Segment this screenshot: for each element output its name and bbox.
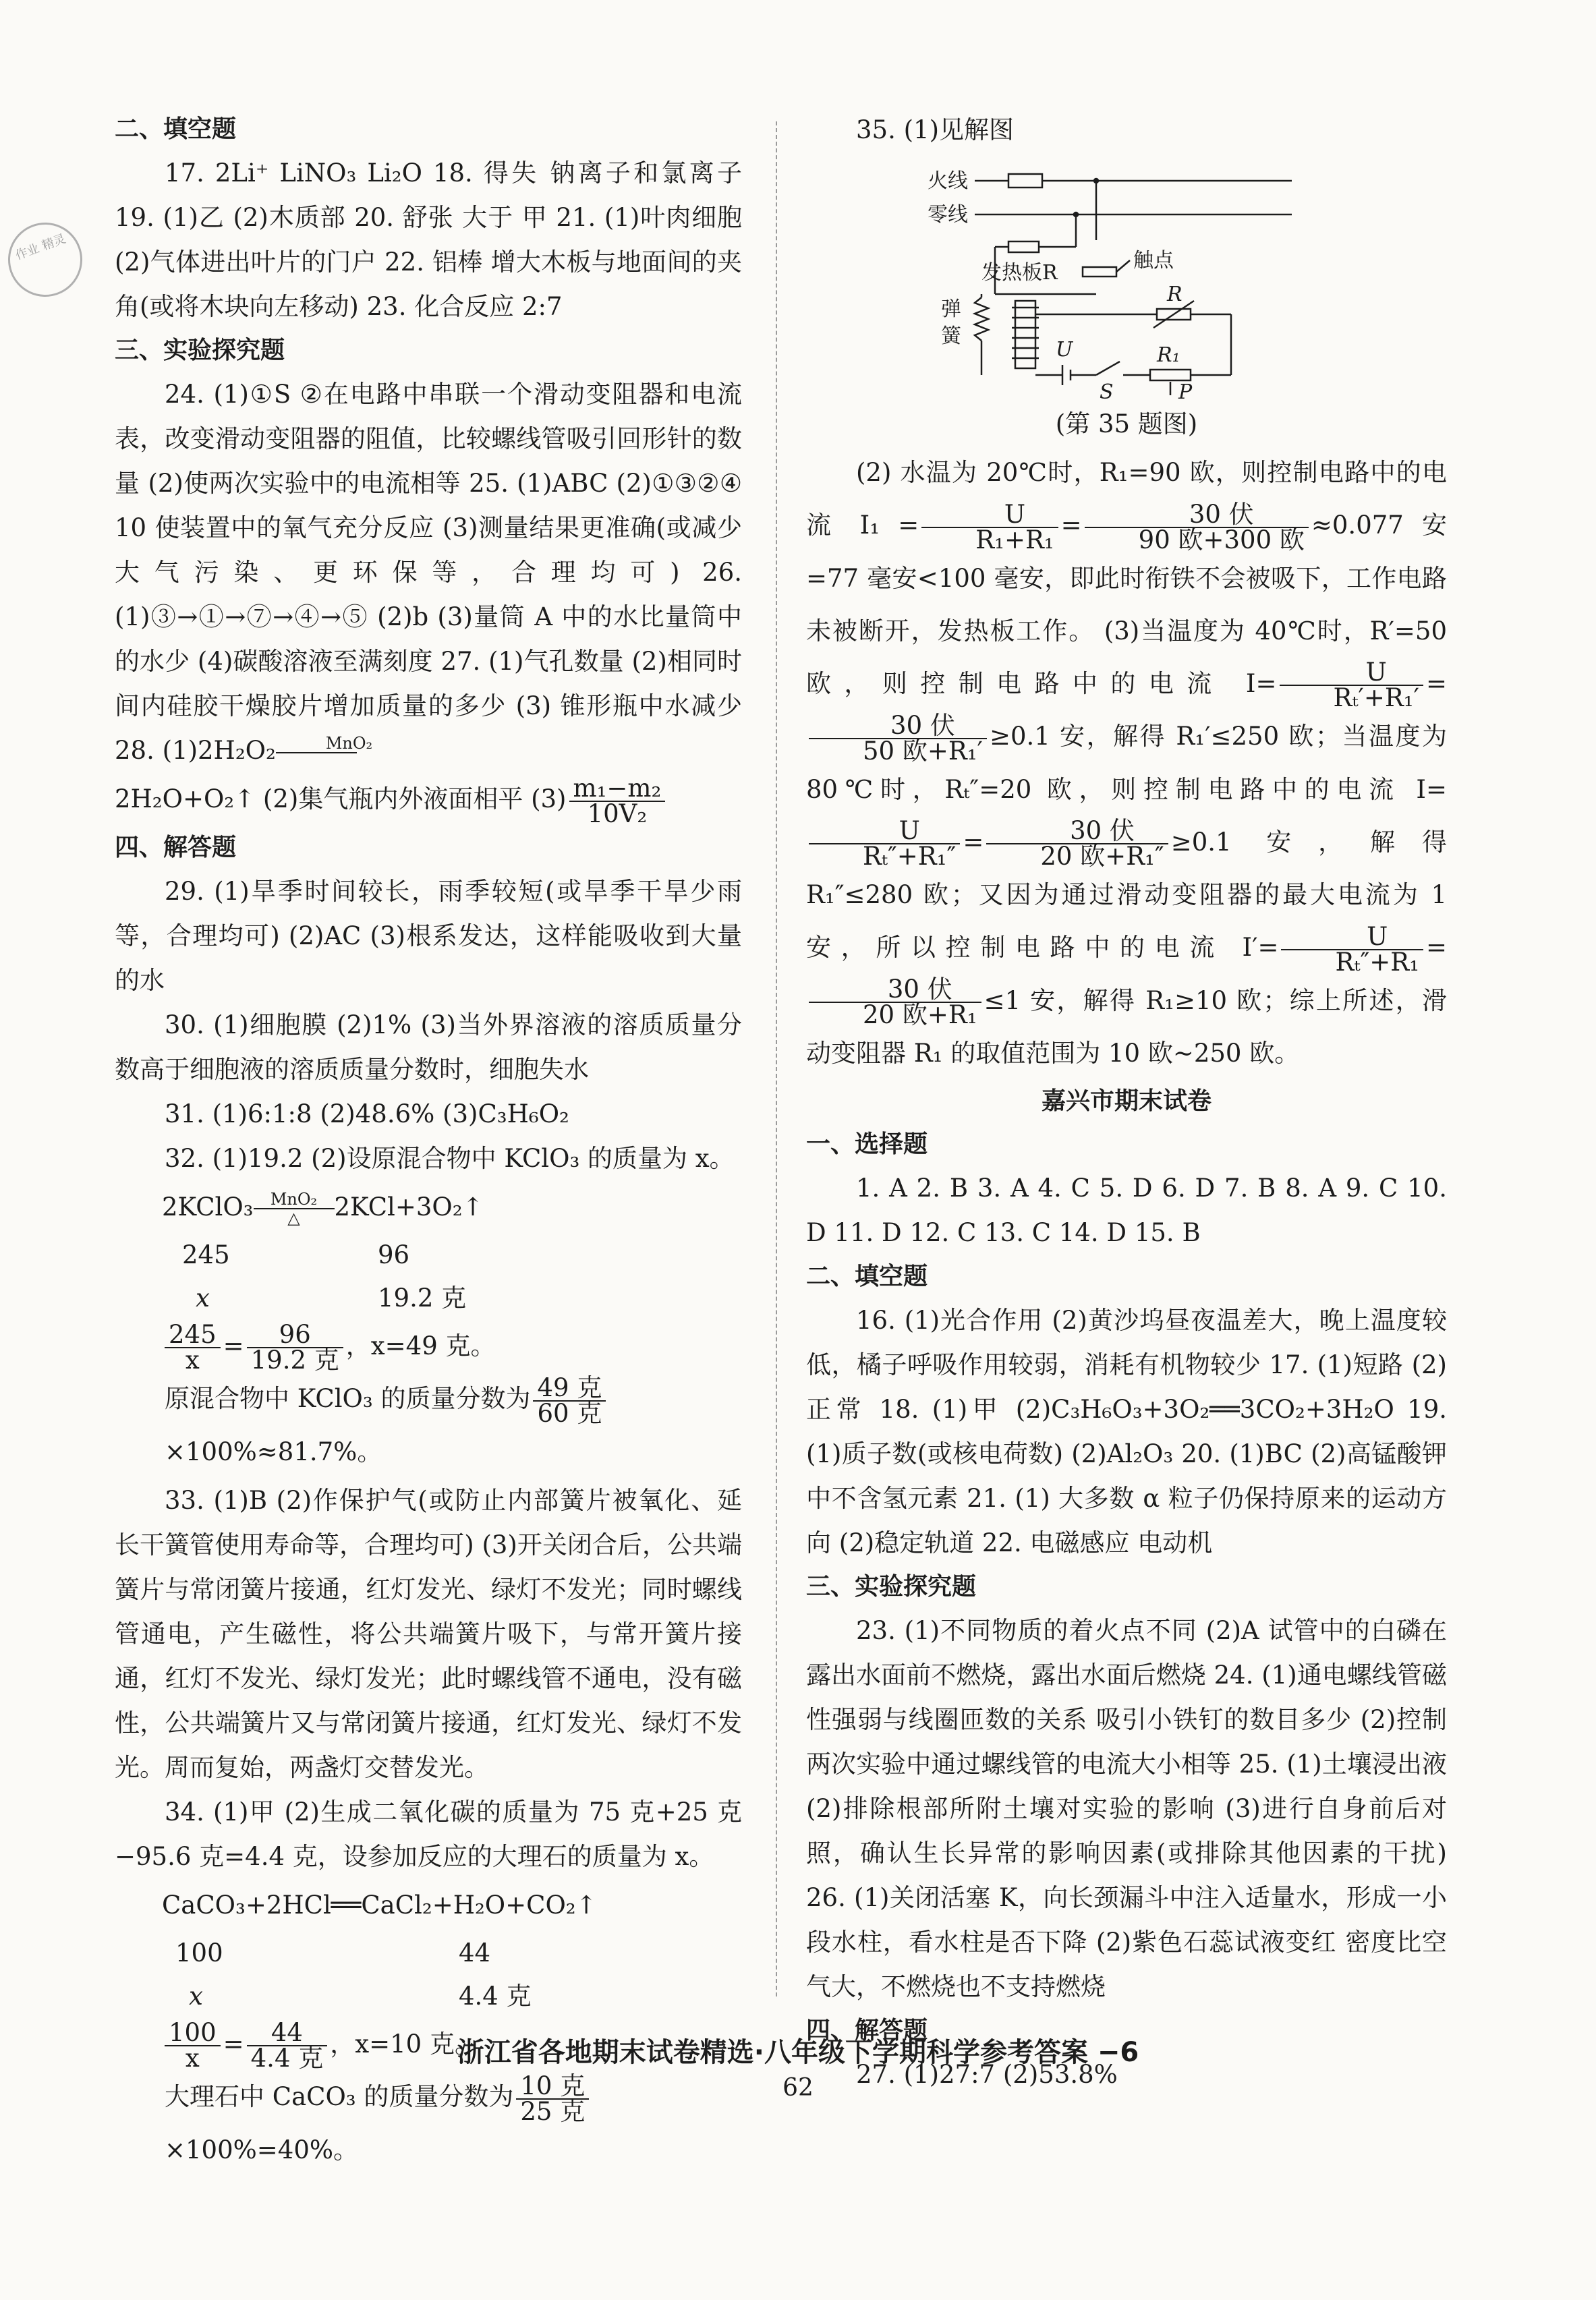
section-experiment-title: 三、实验探究题 [115, 337, 285, 364]
q34-pct-post: ×100%=40%。 [165, 2135, 359, 2164]
voltage-label: U [1056, 338, 1073, 362]
p3-eq: = [1425, 668, 1447, 698]
p6-fn: U [1281, 925, 1423, 950]
answer-35-head: 35. (1)见解图 [856, 115, 1015, 144]
section-fill-title-2: 二、填空题 [806, 1263, 928, 1290]
q32-pct-d: 60 克 [537, 1398, 602, 1428]
q32-percent [115, 1373, 742, 1478]
answer-32: 32. (1)19.2 (2)设原混合物中 KClO₃ 的质量为 x。 [165, 1143, 735, 1173]
contact-label: 触点 [1133, 249, 1174, 272]
answer-31: 31. (1)6:1:8 (2)48.6% (3)C₃H₆O₂ [165, 1099, 569, 1128]
p2-f1d: R₁+R₁ [975, 525, 1054, 554]
q32-r1b: 96 [378, 1240, 410, 1269]
p6-frac2 [809, 977, 981, 1027]
catalyst-label: MnO₂ [276, 735, 357, 753]
q32-eq-right: 2KCl+3O₂↑ [334, 1192, 484, 1221]
p5b: ≥0.1 安，解得 R₁″≤280 欧；又因为通过滑动变阻器的最大电流为 1 安，所以控制电路中的电流 I′= [806, 827, 1447, 962]
p4-fd: 50 欧+R₁′ [863, 736, 983, 766]
fill-answers-2: 16. (1)光合作用 (2)黄沙坞昼夜温差大，晚上温度较低，橘子呼吸作用较弱，消耗有机物较少 17. (1)短路 (2)正常 18. (1)甲 (2)C₃H₆O₃+3O₂══3CO₂+3H₂O 19. (1)质子数(或核电荷数) (2)Al₂O₃ 20. (1)BC (2)高锰酸钾中不含氢元素 21. (1) 大多数 α 粒子仍保持原来的运动方向 (2)稳定轨道 22. 电磁感应 电动机 [806, 1306, 1447, 1557]
q32-equation [115, 1181, 742, 1234]
p2-f2d: 90 欧+300 欧 [1138, 525, 1305, 554]
right-column [806, 108, 1447, 2097]
fuse [1008, 174, 1042, 188]
mass-frac-den: 10V₂ [587, 799, 648, 828]
experiment-answers-2: 23. (1)不同物质的着火点不同 (2)A 试管中的白磷在露出水面前不燃烧，露出水面后燃烧 24. (1)通电螺线管磁性强弱与线圈匝数的关系 吸引小铁钉的数目多少 (2)控制两次实验中通过螺线管的电流大小相等 25. (1)土壤浸出液 (2)排除根部所附土壤对实验的影响 (3)进行自身前后对照，确认生长异常的影响因素(或排除其他因素的干扰) 26. (1)关闭活塞 K，向长颈漏斗中注入适量水，形成一小段水柱，看水柱是否下降 (2)紫色石蕊试液变红 密度比空气大，不燃烧也不支持燃烧 [806, 1616, 1447, 2001]
experiment-cont [115, 773, 742, 826]
p3-fn: U [1280, 660, 1423, 686]
live-wire-label: 火线 [928, 169, 968, 193]
p5-fd: Rₜ″+R₁″ [863, 842, 957, 871]
q32-result: ，x=49 克。 [345, 1331, 496, 1360]
answer-34: 34. (1)甲 (2)生成二氧化碳的质量为 75 克+25 克−95.6 克=4.4 克，设参加反应的大理石的质量为 x。 [115, 1797, 742, 1871]
q32-pct-post: ×100%≈81.7%。 [165, 1437, 382, 1466]
q34-result: ，x=10 克。 [330, 2029, 480, 2059]
q32-condition [254, 1190, 335, 1227]
q32-r2a: x [196, 1283, 210, 1313]
spring-label-2: 簧 [941, 324, 961, 348]
p5-frac1 [809, 816, 960, 871]
fill-answers: 17. 2Li⁺ LiNO₃ Li₂O 18. 得失 钠离子和氯离子 19. (1)乙 (2)木质部 20. 舒张 大于 甲 21. (1)叶肉细胞 (2)气体进出叶片的门户 22. 铝棒 增大木板与地面间的夹角(或将木块向左移动) 23. 化合反应 2:7 [115, 159, 742, 321]
q32-frac1 [165, 1320, 221, 1375]
answer-30: 30. (1)细胞膜 (2)1% (3)当外界溶液的溶质质量分数高于细胞液的溶质质量分数时，细胞失水 [115, 1010, 742, 1084]
q32-f1d: x [185, 1346, 200, 1375]
footer-title: 浙江省各地期末试卷精选·八年级下学期科学参考答案 −6 [457, 2037, 1139, 2068]
answer-33: 33. (1)B (2)作保护气(或防止内部簧片被氧化、延长干簧管使用寿命等，合理均可) (3)开关闭合后，公共端簧片与常闭簧片接通，红灯发光、绿灯不发光；同时螺线管通电，产生磁性，将公共端簧片吸下，与常开簧片接通，红灯不发光、绿灯发光；此时螺线管不通电，没有磁性，公共端簧片又与常闭簧片接通，红灯发光、绿灯不发光。周而复始，两盏灯交替发光。 [115, 1485, 742, 1782]
p5-fn: U [809, 819, 960, 844]
q32-r2b: 19.2 克 [378, 1283, 467, 1313]
section-choice-title: 一、选择题 [806, 1130, 928, 1158]
q32-f1n: 245 [165, 1323, 221, 1348]
thermistor-label: R [1167, 283, 1182, 306]
answer-27: 27. (1)27:7 (2)53.8% [856, 2060, 1118, 2089]
q32-frac2 [247, 1320, 343, 1375]
q34-f1n: 100 [165, 2021, 221, 2046]
stamp-watermark [0, 212, 92, 308]
p6-f2n: 30 伏 [809, 977, 981, 1003]
switch-lever [1096, 362, 1120, 375]
p3-fd: Rₜ′+R₁′ [1333, 683, 1419, 712]
experiment-answers [115, 372, 742, 773]
q34-r1b: 44 [459, 1938, 491, 1967]
p2b: ≈0.077 安=77 毫安<100 毫安，即此时衔铁不会被吸下，工作电路未被断开，发热板工作。 (3)当温度为 40℃时，R′=50 欧，则控制电路中的电流 I= [806, 511, 1447, 698]
page-footer [0, 2034, 1596, 2105]
contact-pointer [1116, 260, 1130, 272]
q32-pct-pre: 原混合物中 KClO₃ 的质量分数为 [165, 1384, 531, 1413]
mass-frac-num: m₁−m₂ [569, 776, 666, 802]
q32-pct-frac [533, 1373, 606, 1428]
q34-pct-d: 25 克 [520, 2096, 586, 2126]
q32-row2 [115, 1277, 742, 1320]
choice-answers: 1. A 2. B 3. A 4. C 5. D 6. D 7. B 8. A 9. C 10. D 11. D 12. C 13. C 14. D 15. B [806, 1174, 1447, 1247]
figure-caption: (第 35 题图) [1055, 409, 1198, 438]
stamp-text: 作业 精灵 [13, 231, 68, 263]
q32-heat: △ [287, 1209, 300, 1228]
mass-fraction [569, 773, 666, 828]
q34-pct-pre: 大理石中 CaCO₃ 的质量分数为 [165, 2082, 514, 2111]
neutral-wire-label: 零线 [928, 203, 968, 227]
q32-r1a: 245 [182, 1240, 230, 1269]
q34-f1d: x [185, 2044, 200, 2073]
experiment-cont-text: 2H₂O+O₂↑ (2)集气瓶内外液面相平 (3) [115, 784, 567, 813]
section-fill-title: 二、填空题 [115, 115, 237, 143]
q32-proportion: $\frac{245}{x}$ = $\frac{96}{\text{19.2 克}}$ ，x=49 克。 [115, 1320, 742, 1373]
q32-f2n: 96 [247, 1323, 343, 1348]
rheostat [1150, 370, 1191, 380]
p4-fn: 30 伏 [809, 714, 987, 739]
p5-f2d: 20 欧+R₁″ [1040, 842, 1164, 871]
q34-r1a: 100 [175, 1938, 223, 1967]
spring-coil [975, 297, 988, 341]
q34-proportion: $\frac{100}{x}$ = $\frac{44}{\text{4.4 克}}$ ，x=10 克。 [115, 2018, 742, 2071]
circuit-diagram [928, 159, 1305, 402]
q32-eq-left: 2KClO₃ [162, 1192, 254, 1221]
q34-row1 [115, 1932, 742, 1975]
rheostat-label: R₁ [1157, 343, 1180, 367]
section-solve-title: 四、解答题 [115, 833, 237, 861]
p2-f2n: 30 伏 [1085, 502, 1309, 528]
p4b: ≥0.1 安，解得 R₁′≤250 欧；当温度为 80℃时，Rₜ″=20 欧，则控制电路中的电流 I= [806, 722, 1447, 804]
q34-f2n: 44 [247, 2021, 328, 2046]
p3-frac [1280, 660, 1423, 710]
p2a: (2) 水温为 20℃时，R₁=90 欧，则控制电路中的电流 I₁ = [806, 458, 1447, 540]
p5-f2n: 30 伏 [986, 819, 1168, 844]
answer-35-part2: (2) 水温为 20℃时，R₁=90 欧，则控制电路中的电流 I₁ = $\frac{U}{\text{R₁+R₁}}$ = $\frac{\text{30 伏}}{\text{90 欧+300 欧}}$ ≈0.077 安=77 毫安<100 毫安，即此时衔铁不会被吸下，工作电路未被断开，发热板工作。 (3)当温度为 40℃时，R′=50 欧，则控制电路中的电流 I= $\frac{U}{\text{Rₜ′+R₁′}}$ = $\frac{\text{30 伏}}{\text{50 欧+R₁′}}$ ≥0.1 安，解得 R₁′≤250 欧；当温度为 80℃时，Rₜ″=20 欧，则控制电路中的电流 I= $\frac{U}{\text{Rₜ″+R₁″}}$ = $\frac{\text{30 伏}}{\text{20 欧+R₁″}}$ ≥0.1 安，解得 R₁″≤280 欧；又因为通过滑动变阻器的最大电流为 1 安，所以控制电路中的电流 I′= $\frac{U}{\text{Rₜ″+R₁}}$ = $\frac{\text{30 伏}}{\text{20 欧+R₁}}$ ≤1 安，解得 R₁≥10 欧；综上所述，滑动变阻器 R₁ 的取值范围为 10 欧~250 欧。 [806, 458, 1447, 1068]
switch-label: S [1100, 380, 1114, 402]
q32-f2d: 19.2 克 [250, 1346, 339, 1375]
heater-resistor [1008, 241, 1039, 252]
spring-label-1: 弹 [941, 297, 961, 321]
section-experiment-title-2: 三、实验探究题 [806, 1573, 977, 1601]
p6-f2d: 20 欧+R₁ [863, 1000, 977, 1029]
p4-frac [809, 710, 987, 766]
page-number: 62 [782, 2074, 814, 2102]
q34-r2b: 4.4 克 [459, 1981, 532, 2011]
mno2-condition [276, 733, 373, 771]
heater-label: 发热板R [981, 261, 1058, 285]
slider-label: P [1178, 380, 1193, 402]
q32-row1 [115, 1234, 742, 1277]
p6-fd: Rₜ″+R₁ [1335, 947, 1419, 977]
q34-f2d: 4.4 克 [250, 2044, 324, 2073]
experiment-text: 24. (1)①S ②在电路中串联一个滑动变阻器和电流表，改变滑动变阻器的阻值，比较螺线管吸引回形针的数量 (2)使两次实验中的电流相等 25. (1)ABC (2)①③②④ 10 使装置中的氧气充分反应 (3)测量结果更准确(或减少大气污染、更环保等，合理均可) 26. (1)③→①→⑦→④→⑤ (2)b (3)量筒 A 中的水比量筒中的水少 (4)碳酸溶液至满刻度 27. (1)气孔数量 (2)相同时间内硅胶干燥胶片增加质量的多少 (3) 锥形瓶中水减少 28. (1)2H₂O₂ [115, 380, 742, 765]
section-solve-title-2: 四、解答题 [806, 2017, 928, 2044]
contact-block [1083, 267, 1116, 277]
p2-frac2 [1085, 499, 1309, 554]
q34-equation: CaCO₃+2HCl══CaCl₂+H₂O+CO₂↑ [162, 1890, 597, 1920]
q34-r2a: x [189, 1981, 203, 2011]
answer-29: 29. (1)旱季时间较长，雨季较短(或旱季干旱少雨等，合理均可) (2)AC (3)根系发达，这样能吸收到大量的水 [115, 876, 742, 995]
exam-title: 嘉兴市期末试卷 [1041, 1087, 1212, 1115]
p2-f1n: U [921, 502, 1058, 528]
q34-pct-n: 10 克 [516, 2074, 589, 2100]
q32-catalyst: MnO₂ [254, 1190, 335, 1209]
q34-row2 [115, 1975, 742, 2018]
p2-frac1 [921, 499, 1058, 554]
p6-frac1 [1281, 921, 1423, 977]
column-divider [776, 121, 777, 1996]
p6b: ≤1 安，解得 R₁≥10 欧；综上所述，滑动变阻器 R₁ 的取值范围为 10 欧~250 欧。 [806, 985, 1447, 1068]
q32-pct-n: 49 克 [533, 1376, 606, 1402]
left-column [115, 108, 742, 2177]
p5-frac2 [986, 816, 1168, 871]
